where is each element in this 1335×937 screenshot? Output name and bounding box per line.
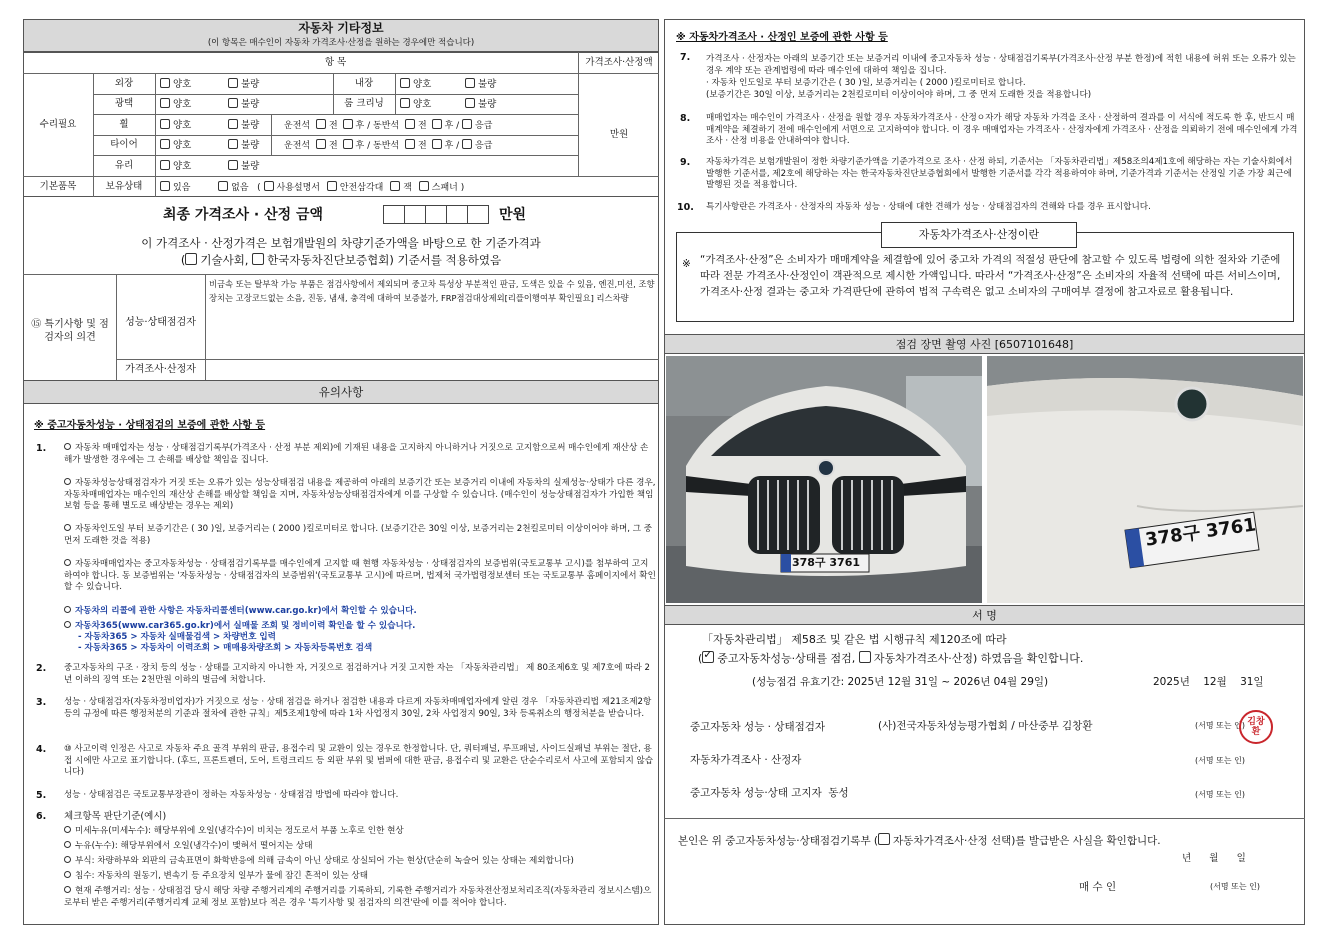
checkbox-price-survey[interactable] (859, 651, 871, 663)
inspector-label: 중고자동차 성능 · 상태점검자 (690, 721, 826, 733)
item-1-sub-3: 자동차인도일 부터 보증기간은 ( 30 )일, 보증거리는 ( 2000 )킬로미터로 합니다. (보증기간은 30일 이상, 보증거리는 2천킬로미터 이상이어야 하며, 그 중 먼저 도래한 것을 적용) (64, 524, 653, 546)
row-tire-label: 타이어 (110, 139, 138, 150)
checkbox[interactable] (228, 139, 238, 149)
item-6-sub-2: 누유(누수): 해당부위에서 오일(냉각수)이 맺혀서 떨어지는 상태 (64, 841, 656, 853)
perf-inspector-label: 성능·상태점검자 (125, 317, 196, 328)
notifier-sign: (서명 또는 인) (1195, 790, 1245, 799)
sign-date: 2025년 12월 31일 (1153, 676, 1264, 688)
item-number: 8. (680, 113, 691, 124)
item-1-sub-2: 자동차성능상태점검자가 거짓 또는 오류가 있는 성능상태점검 내용을 제공하여 아래의 보증기간 또는 보증거리 이내에 자동차의 실제성능·상태가 다른 경우, 자동차매매업자는 매수인의 재산상 손해를 배상할 책임을 지며, 자동차성능상태점검자에게 이를 구상할 수 있습니다. (매수인이 성능상태점검자가 가입한 책임보험 등을 통해 별도로 배상받는 경우는 제외) (64, 478, 656, 511)
checkbox[interactable] (400, 98, 410, 108)
checkbox[interactable] (264, 181, 274, 191)
checkbox[interactable] (228, 98, 238, 108)
basis-line-2: ( 기술사회, 한국자동차진단보증협회) 기준서를 적용하였음 (180, 253, 502, 267)
confirm-line: (✓ 중고자동차성능·상태를 점검, 자동차가격조사·산정) 하였음을 확인합니다. (698, 651, 1083, 666)
law-line: 「자동차관리법」 제58조 및 같은 법 시행규칙 제120조에 따라 (702, 633, 1007, 646)
checkbox[interactable] (462, 139, 472, 149)
item-number: 6. (36, 811, 47, 822)
car365-path-2: - 자동차365 > 자동차이 이력조회 > 매매용차량조회 > 자동차등록번호 검색 (78, 643, 373, 653)
checkbox[interactable] (343, 119, 353, 129)
perf-inspector-opinion: 비금속 또는 탈부착 가능 부품은 점검사항에서 제외되며 중고차 특성상 부분적인 판금, 도색은 있을 수 있음, 엔진,미션, 조향장치는 고장코드없는 소음, 진동, 냄새, 충격에 대하여 보증불가, FRP점검대상제외[리플이행여부 확인필요] 리스차량 (209, 279, 655, 303)
car365-path-1: - 자동차365 > 자동차 실매물검색 > 차량번호 입력 (78, 632, 276, 642)
repair-needed-label: 수리필요 (39, 119, 77, 130)
checkbox[interactable] (465, 98, 475, 108)
checkbox[interactable] (432, 139, 442, 149)
item-9-text: 자동차가격은 보험개발원이 정한 차량기준가액을 기준가격으로 조사 · 산정 하되, 기준서는 「자동차관리법」제58조의4제1호에 해당하는 자는 기술사회에서 발행한 기준서를, 제2호에 해당하는 자는 한국자동차진단보증협회에서 발행한 기준서를 각각 적용하여야 하며, 기준가격과 기준서는 산정일 기준 가장 최근에 발행된 것을 적용합니다. (706, 157, 1293, 190)
checkbox[interactable] (405, 139, 415, 149)
glass-bad[interactable]: 불량 (228, 160, 259, 173)
checkbox[interactable] (228, 160, 238, 170)
col-item-header: 항 목 (324, 57, 347, 68)
gloss-bad[interactable]: 불량 (228, 98, 259, 111)
item-6-sub-1: 미세누유(미세누수): 해당부위에 오일(냉각수)이 비치는 정도로서 부품 노후로 인한 현상 (64, 826, 656, 838)
row-exterior-label: 외장 (114, 78, 134, 89)
item-1-sub-1: 자동차 매매업자는 성능 · 상태점검기록부(가격조사 · 산정 부분 제외)에 기재된 내용을 고지하지 아니하거나 거짓으로 고지함으로써 매수인에게 재산상 손해가 발생한 경우에는 그 손해를 배상할 책임을 집니다. (64, 443, 649, 465)
basic-items-label: 기본품목 (39, 181, 77, 192)
item-7-text: 가격조사 · 산정자는 아래의 보증기간 또는 보증거리 이내에 중고자동차 성능 · 상태점검기록부(가격조사·산정 부분 한정)에 적힌 내용에 허위 또는 오류가 있는 경우 계약 또는 관계법령에 따라 매수인에 대하여 책임을 집니다. (706, 54, 1296, 76)
final-price-boxes[interactable] (383, 205, 489, 224)
room-cleaning-good[interactable]: 양호 (400, 98, 431, 111)
receipt-line: 본인은 위 중고자동차성능·상태점검기록부 ( 자동차가격조사·산정 선택)를 발급받은 사실을 확인합니다. (678, 835, 1161, 847)
sign-title: 서 명 (972, 609, 997, 622)
notice-title: 유의사항 (318, 385, 364, 399)
item-3-text: 성능 · 상태점검자(자동차정비업자)가 거짓으로 성능 · 상태 점검을 하거나 점검한 내용과 다르게 자동차매매업자에게 알린 경우 「자동차관리법 제21조제2항 등의 규정에 따른 행정처분의 기준과 절차에 관한 규칙」제5조제1항에 따라 1차 사업정지 30일, 2차 사업정지 90일, 3차 등록취소의 행정처분을 받습니다. (64, 697, 652, 719)
row-room-cleaning-label: 룸 크리닝 (344, 98, 384, 109)
item-8-text: 매매업자는 매수인이 가격조사 · 산정을 원할 경우 자동차가격조사 · 산정ㅇ자가 해당 자동차 가격을 조사 · 산정하여 결과를 이 서식에 적도록 한 후, 반드시 매매계약을 체결하기 전에 매수인에게 서면으로 고지하여야 합니다. 이 경우 매매업자는 가격조사 · 산정자에게 가격조사 · 산정을 의뢰하기 전에 매수인에게 가격조사 · 산정 비용을 안내하여야 합니다. (706, 113, 1298, 146)
price-warranty-title: ※ 자동차가격조사 · 산정인 보증에 관한 사항 등 (676, 32, 888, 43)
row-wheel-label: 휠 (119, 119, 129, 130)
special-notes-label: ⑮ 특기사항 및 점검자의 의견 (31, 319, 109, 343)
warranty-title: ※ 중고자동차성능 · 상태점검의 보증에 관한 사항 등 (34, 420, 266, 431)
buyer-label: 매 수 인 (1079, 881, 1117, 893)
item-6-title: 체크항목 판단기준(예시) (64, 811, 167, 822)
item-number: 4. (36, 744, 47, 755)
item-1-sub-4: 자동차매매업자는 중고자동차성능 · 상태점검기록부를 매수인에게 고지할 때 현행 자동차성능 · 상태점검자의 보증범위(국토교통부 고시)를 첨부하여 고지하여야 합니다. 동 보증범위는 '자동차성능 · 상태점검자의 보증범위'(국토교통부 고시)에 따르며, 법제처 국가법령정보센터 또는 국토교통부 홈페이지에서 확인할 수 있습니다. (64, 559, 656, 592)
price-inspector-label: 가격조사·산정자 (125, 364, 196, 375)
checkbox[interactable] (465, 78, 475, 88)
checkbox-kadwa[interactable] (252, 253, 264, 265)
interior-bad[interactable]: 불량 (465, 78, 496, 91)
item-number: 5. (36, 790, 47, 801)
wheel-good[interactable]: 양호 (160, 119, 191, 132)
checkbox[interactable] (316, 119, 326, 129)
recall-link[interactable]: 자동차의 리콜에 관한 사항은 자동차리콜센터(www.car.go.kr)에서 확인할 수 있습니다. (64, 606, 656, 618)
checkbox[interactable] (462, 119, 472, 129)
item-6-sub-4: 침수: 자동차의 원동기, 변속기 등 주요장치 일부가 물에 잠긴 흔적이 있는 상태 (64, 871, 656, 883)
rear-plate: 378구 3761 (1144, 514, 1258, 551)
checkbox-tech-society[interactable] (185, 253, 197, 265)
what-is-mark: ※ (682, 258, 691, 270)
exterior-good[interactable]: 양호 (160, 78, 191, 91)
price-surveyor-label: 자동차가격조사 · 산정자 (690, 754, 802, 766)
wheel-position: 운전석 전 후 / 동반석 전 후 / 응급 (284, 121, 493, 131)
item-2-text: 중고자동차의 구조 · 장치 등의 성능 · 상태를 고지하지 아니한 자, 거짓으로 점검하거나 거짓 고지한 자는 「자동차관리법」 제 80조제6호 및 제7호에 따라 2년 이하의 징역 또는 2천만원 이하의 벌금에 처합니다. (64, 663, 651, 685)
checkbox[interactable] (400, 78, 410, 88)
buyer-sign: (서명 또는 인) (1210, 882, 1260, 891)
other-info-subtitle: (이 항목은 매수인이 자동차 가격조사·산정을 원하는 경우에만 적습니다) (207, 38, 475, 48)
item-number: 10. (677, 202, 694, 213)
item-5-text: 성능 · 상태점검은 국토교통부장관이 정하는 자동차성능 · 상태점검 방법에 따라야 합니다. (64, 790, 399, 800)
what-is-text: “가격조사·산정”은 소비자가 매매계약을 체결함에 있어 중고차 가격의 적절성 판단에 참고할 수 있도록 법령에 의한 절차와 기준에 따라 전문 가격조사·산정인이 객관적으로 제시한 가액입니다. 따라서 “가격조사·산정”은 소비자의 자율적 선택에 따른 서비스이며, 가격조사·산정 결과는 중고차 가격판단에 관하여 법적 구속력은 없고 소비자의 구매여부 결정에 참고자료로 활용됩니다. (700, 254, 1281, 298)
checkbox-performance[interactable] (702, 651, 714, 663)
rear-car-photo (987, 356, 1303, 603)
checkbox[interactable] (160, 181, 170, 191)
gloss-good[interactable]: 양호 (160, 98, 191, 111)
notifier-label: 중고자동차 성능·상태 고지자 동성 (690, 787, 849, 799)
item-6-sub-3: 부식: 차량하부와 외판의 금속표면이 화학반응에 의해 금속이 아닌 상태로 상실되어 가는 현상(단순히 녹슬어 있는 상태는 제외합니다) (64, 856, 656, 868)
row-interior-label: 내장 (354, 78, 374, 89)
glass-good[interactable]: 양호 (160, 160, 191, 173)
item-6-sub-5: 현재 주행거리: 성능 · 상태점검 당시 해당 차량 주행거리계의 주행거리를 기록하되, 기록한 주행거리가 자동차전산정보처리조직(자동차관리 정보시스템)으로부터 받은 주행거리(주행거리계 교체 정보 포함)보다 적은 경우 '특기사항 및 점검자의 의견'란에 이를 적어야 합니다. (64, 886, 652, 908)
checkbox[interactable] (160, 98, 170, 108)
checkbox[interactable] (327, 181, 337, 191)
item-number: 2. (36, 663, 47, 674)
basis-line-1: 이 가격조사 · 산정가격은 보험개발원의 차량기준가액을 바탕으로 한 기준가격과 (141, 236, 541, 250)
item-4-text: ⑩ 사고이력 인정은 사고로 자동차 주요 골격 부위의 판금, 용접수리 및 교환이 있는 경우로 한정합니다. 단, 쿼터패널, 루프패널, 사이드실패널 부위는 절단, 용접 시에만 사고로 표기합니다. (후드, 프론트펜더, 도어, 트렁크리드 등 외판 부위 및 범퍼에 대한 판금, 용접수리 및 교환은 단순수리로서 사고에 포함되지 않습니다) (64, 744, 654, 777)
checkbox-receipt-price[interactable] (878, 833, 890, 845)
checkbox[interactable] (160, 78, 170, 88)
final-price-unit: 만원 (499, 207, 527, 223)
checkbox[interactable] (405, 119, 415, 129)
item-number: 7. (680, 52, 691, 63)
checkbox[interactable] (316, 139, 326, 149)
room-cleaning-bad[interactable]: 불량 (465, 98, 496, 111)
item-7-extra-2: (보증기간은 30일 이상, 보증거리는 2천킬로미터 이상이어야 하며, 그 중 먼저 도래한 것을 적용합니다) (706, 90, 1092, 100)
checkbox[interactable] (432, 119, 442, 129)
tire-good[interactable]: 양호 (160, 139, 191, 152)
item-number: 9. (680, 157, 691, 168)
red-seal: 김창환 (1239, 710, 1273, 744)
validity-period: (성능점검 유효기간: 2025년 12월 31일 ~ 2026년 04월 29일) (752, 676, 1049, 688)
basic-items-options: 있음 없음 ( 사용설명서 안전삼각대 잭 스패너 ) (160, 181, 464, 194)
checkbox[interactable] (160, 160, 170, 170)
checkbox[interactable] (160, 139, 170, 149)
row-gloss-label: 광택 (114, 98, 134, 109)
checkbox[interactable] (160, 119, 170, 129)
item-number: 3. (36, 697, 47, 708)
item-10-text: 특기사항란은 가격조사 · 산정자의 자동차 성능 · 상태에 대한 견해가 성능 · 상태점검자의 견해와 다를 경우 표시합니다. (706, 202, 1151, 212)
front-plate: 378구 3761 (791, 556, 861, 569)
row-glass-label: 유리 (114, 160, 134, 171)
what-is-title: 자동차가격조사·산정이란 (918, 228, 1040, 241)
col-price-header: 가격조사·산정액 (585, 57, 653, 68)
photo-title: 점검 장면 촬영 사진 [6507101648] (895, 338, 1074, 351)
price-unit: 만원 (609, 129, 629, 140)
other-info-title: 자동차 기타정보 (298, 21, 384, 35)
final-price-label: 최종 가격조사 · 산정 금액 (163, 207, 324, 223)
price-surveyor-sign: (서명 또는 인) (1195, 756, 1245, 765)
checkbox[interactable] (390, 181, 400, 191)
tire-bad[interactable]: 불량 (228, 139, 259, 152)
checkbox[interactable] (228, 78, 238, 88)
wheel-bad[interactable]: 불량 (228, 119, 259, 132)
basic-status-label: 보유상태 (105, 181, 143, 192)
receipt-date: 년 월 일 (1182, 853, 1246, 864)
checkbox[interactable] (228, 119, 238, 129)
car365-link[interactable]: 자동차365(www.car365.go.kr)에서 실매물 조회 및 정비이력 확인을 할 수 있습니다. (64, 621, 656, 633)
inspector-sign: (서명 또는 인) (1195, 721, 1245, 730)
checkbox[interactable] (343, 139, 353, 149)
item-7-extra-1: · 자동차 인도일로 부터 보증기간은 ( 30 )일, 보증거리는 ( 2000 )킬로미터로 합니다. (706, 78, 1026, 88)
interior-good[interactable]: 양호 (400, 78, 431, 91)
checkbox[interactable] (218, 181, 228, 191)
exterior-bad[interactable]: 불량 (228, 78, 259, 91)
inspector-name: (사)전국자동차성능평가협회 / 마산중부 김창환 (878, 720, 1093, 732)
item-number: 1. (36, 443, 47, 454)
tire-position: 운전석 전 후 / 동반석 전 후 / 응급 (284, 141, 493, 151)
checkbox[interactable] (419, 181, 429, 191)
